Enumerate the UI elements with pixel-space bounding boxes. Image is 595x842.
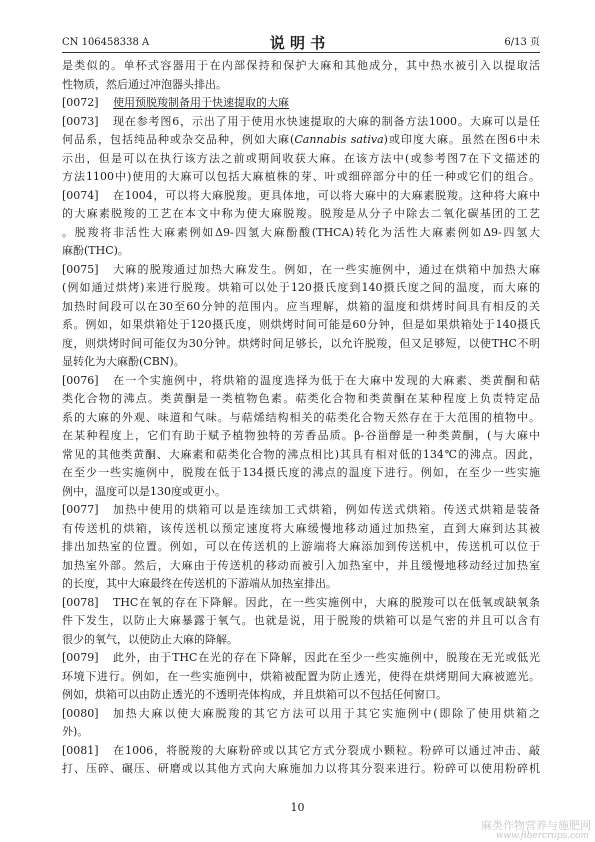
- text-line: 性物质，然后通过冲泡器头排出。: [62, 77, 227, 91]
- paragraph-number: [0081]: [62, 743, 99, 757]
- section-heading: 使用预脱羧制备用于快速提取的大麻: [113, 96, 289, 109]
- paragraph-0080: [62, 705, 540, 742]
- text-line: 显转化为大麻酚(CBN)。: [62, 355, 185, 368]
- text-line-content: 加热大麻以使大麻脱羧的其它方法可以用于其它实施例中(即除了使用烘箱之: [113, 706, 540, 720]
- text-line: 的长度，其中大麻最终在传送机的下游端从加热室排出。: [62, 577, 337, 590]
- paragraph-number: [0078]: [62, 595, 99, 609]
- section-title: 说 明 书: [269, 34, 326, 52]
- paragraph-0073: [62, 113, 540, 187]
- text-line: 是类似的。单杯式容器用于在内部保持和保护大麻和其他成分，其中热水被引入以提取活: [62, 59, 540, 72]
- text-line: [62, 501, 540, 520]
- text-line: 例如，烘箱可以由防止透光的不透明壳体构成，并且烘箱可以不包括任何窗口。: [62, 688, 447, 701]
- text-line: [62, 742, 540, 761]
- text-line: [62, 261, 540, 280]
- text-segment: 何品系，包括纯品种或杂交品种，例如大麻(: [62, 133, 295, 146]
- text-line: 系。例如，如果烘箱处于120摄氏度，则烘烤时间可能是60分钟，但是如果烘箱处于140摄氏: [62, 318, 540, 331]
- page-counter: 6/13 页: [504, 37, 540, 48]
- text-line-content: THC在氧的存在下降解。因此，在一些实施例中，大麻的脱羧可以在低氧或缺氧条: [113, 595, 540, 609]
- paragraph-0081: [62, 742, 540, 779]
- text-line: (例如通过烘烤)来进行脱羧。烘箱可以处于120摄氏度到140摄氏度之间的温度，而大麻的: [62, 281, 540, 294]
- paragraph-number: [0076]: [62, 373, 99, 387]
- text-line-content: 在1004，可以将大麻脱羧。更具体地，可以将大麻中的大麻素脱羧。这种将大麻中: [113, 188, 540, 202]
- text-line: 外)。: [62, 725, 89, 738]
- paragraph-number: [0077]: [62, 503, 99, 516]
- paragraph-number: [0075]: [62, 262, 99, 276]
- text-segment: )或印度大麻。虽然在图6中未: [383, 133, 540, 146]
- paragraph-number: [0072]: [62, 96, 99, 109]
- text-line: 示出，但是可以在执行该方法之前或期间收获大麻。在该方法中(或参考图7在下文描述的: [62, 151, 540, 165]
- continued-paragraph: [62, 57, 540, 94]
- text-line-content: 此外，由于THC在光的存在下降解，因此在至少一些实施例中，脱羧在无光或低光: [113, 651, 540, 664]
- paragraph-0077: [62, 501, 540, 594]
- paragraph-number: [0080]: [62, 706, 99, 720]
- paragraph-0078: [62, 594, 540, 650]
- paragraph-0075: [62, 261, 540, 372]
- text-line: 例中，温度可以是130度或更小。: [62, 484, 226, 498]
- text-line: 常见的其他类黄酮、大麻素和萜类化合物的沸点相比)其具有相对低的134℃的沸点。因此，: [62, 447, 540, 461]
- text-line: 有传送机的烘箱，该传送机以预定速度将大麻缓慢地移动通过加热室，直到大麻到达其被: [62, 521, 540, 535]
- text-line-content: 在一个实施例中，将烘箱的温度选择为低于在大麻中发现的大麻素、类黄酮和萜: [113, 373, 540, 387]
- text-line: [62, 649, 540, 668]
- watermark-site-name: 麻类作物营养与施肥网: [481, 819, 591, 832]
- text-line: [62, 94, 540, 113]
- document-body: [62, 57, 540, 779]
- paragraph-number: [0074]: [62, 188, 99, 202]
- latin-term: Cannabis sativa: [294, 133, 384, 146]
- text-line: 类化合物的沸点。类黄酮是一类植物色素。萜类化合物和类黄酮在某种程度上负责特定品: [62, 392, 540, 405]
- text-line: 打、压碎、碾压、研磨或以其他方式向大麻施加力以将其分裂来进行。粉碎可以使用粉碎机: [62, 762, 540, 775]
- text-line: 在至少一些实施例中，脱羧在低于134摄氏度的沸点的温度下进行。例如，在至少一些实施: [62, 466, 540, 479]
- header-divider: [62, 52, 540, 53]
- text-line: 排出加热室的位置。例如，可以在传送机的上游端将大麻添加到传送机中，传送机可以位于: [62, 540, 540, 553]
- paragraph-number: [0073]: [62, 114, 99, 128]
- text-line: 的大麻素脱羧的工艺在本文中称为使大麻脱羧。脱羧是从分子中除去二氧化碳基团的工艺: [62, 207, 540, 220]
- page-number: 10: [290, 801, 305, 814]
- text-line: 系的大麻的外观、味道和气味。与萜烯结构相关的萜类化合物天然存在于大范围的植物中。: [62, 410, 540, 424]
- text-line: 。脱羧将非活性大麻素例如Δ9-四氢大麻酚酸(THCA)转化为活性大麻素例如Δ9-四氢大: [62, 225, 540, 239]
- text-line: 在某种程度上，它们有助于赋予植物独特的芳香品质。β-谷甾醇是一种类黄酮，(与大麻中: [62, 429, 540, 442]
- text-line: 很少的氧气，以使防止大麻的降解。: [62, 632, 238, 646]
- text-line: [62, 372, 540, 391]
- text-line-content: 大麻的脱羧通过加热大麻发生。例如，在一些实施例中，通过在烘箱中加热大麻: [113, 262, 540, 276]
- text-line: 度，则烘烤时间可能仅为30分钟。烘烤时间足够长，以允许脱羧，但又足够短，以使THC不明: [62, 336, 540, 350]
- text-line: [62, 705, 540, 724]
- text-line: 方法1100中)使用的大麻可以包括大麻植株的芽、叶或细碎部分中的任一种或它们的组合。: [62, 170, 540, 183]
- paragraph-0074: [62, 187, 540, 261]
- text-line-content: 现在参考图6，示出了用于使用水快速提取的大麻的制备方法1000。大麻可以是任: [113, 114, 540, 128]
- text-line: [62, 113, 540, 132]
- text-line-content: 在1006，将脱羧的大麻粉碎或以其它方式分裂成小颗粒。粉碎可以通过冲击、敲: [113, 743, 540, 757]
- paragraph-number: [0079]: [62, 651, 99, 664]
- paragraph-0072: [62, 94, 540, 113]
- patent-number: CN 106458338 A: [62, 37, 150, 48]
- text-line: [62, 187, 540, 206]
- text-line: [62, 131, 540, 150]
- text-line: 加热室外部。然后，大麻由于传送机的移动而被引入加热室中，并且缓慢地移动经过加热室: [62, 558, 540, 572]
- text-line: 环境下进行。例如，在一些实施例中，烘箱被配置为防止透光，使得在烘烤期间大麻被遮光。: [62, 669, 540, 683]
- watermark-url: www.fibercrops.com: [495, 831, 589, 841]
- text-line: [62, 594, 540, 613]
- paragraph-0076: [62, 372, 540, 502]
- text-line: 加热时间段可以在30至60分钟的范围内。应当理解，烘箱的温度和烘烤时间具有相反的关: [62, 299, 540, 313]
- text-line-content: 加热中使用的烘箱可以是连续加工式烘箱，例如传送式烘箱。传送式烘箱是装备: [113, 503, 540, 516]
- paragraph-0079: [62, 649, 540, 705]
- text-line: 麻酚(THC)。: [62, 244, 129, 257]
- text-line: 件下发生，以防止大麻暴露于氧气。也就是说，用于脱羧的烘箱可以是气密的并且可以含有: [62, 614, 540, 627]
